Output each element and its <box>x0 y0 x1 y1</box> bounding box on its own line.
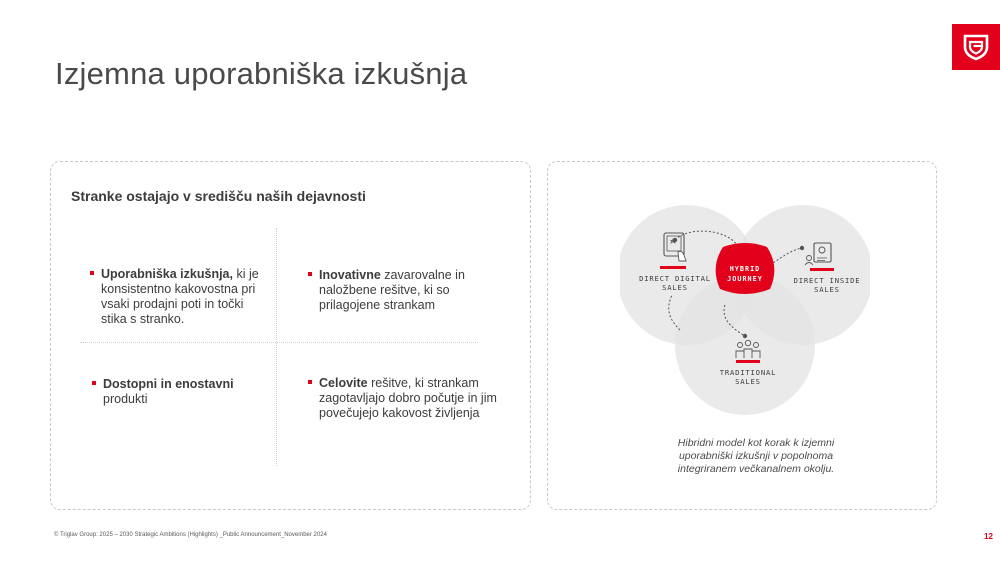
vertical-divider <box>276 228 277 466</box>
hub-label-2: JOURNEY <box>727 275 763 283</box>
node-inside-label-2: SALES <box>814 285 840 294</box>
hub-label-1: HYBRID <box>729 265 761 273</box>
bullet-icon <box>308 380 312 384</box>
node-traditional-label-2: SALES <box>735 377 761 386</box>
benefit-text: zavarovalne in naložbene rešitve, ki so prilagojene strankam <box>319 268 465 312</box>
diagram-caption: Hibridni model kot korak k izjemni uporabniški izkušnji v popolnoma integriranem večkanalnem okolju. <box>677 437 835 475</box>
page-title: Izjemna uporabniška izkušnja <box>55 56 468 91</box>
node-digital-label-2: SALES <box>662 283 688 292</box>
benefit-bold: Dostopni in enostavni <box>103 377 234 391</box>
benefit-item-accessible <box>103 377 263 407</box>
digital-underline <box>660 266 686 269</box>
benefit-text: produkti <box>103 392 148 406</box>
benefit-bold: Inovativne <box>319 268 381 282</box>
bullet-icon <box>92 381 96 385</box>
node-digital-label-1: DIRECT DIGITAL <box>639 274 711 283</box>
node-traditional-label-1: TRADITIONAL <box>719 368 777 377</box>
benefit-item-comprehensive <box>319 376 499 421</box>
connector-dot <box>800 246 804 250</box>
hybrid-journey-diagram <box>620 195 870 420</box>
horizontal-divider <box>80 342 478 343</box>
benefit-text: ki je konsistentno kakovostna pri vsaki prodajni poti in točki stika s stranko. <box>101 267 259 326</box>
node-inside-label-1: DIRECT INSIDE <box>793 276 861 285</box>
page-number: 12 <box>984 532 993 541</box>
connector-dot <box>743 334 747 338</box>
benefit-bold: Uporabniška izkušnja, <box>101 267 233 281</box>
benefit-item-innovative <box>319 268 489 313</box>
benefits-panel <box>50 161 531 510</box>
triglav-logo <box>952 24 1000 70</box>
bullet-icon <box>90 271 94 275</box>
circle-traditional <box>675 275 815 415</box>
triglav-shield-icon <box>962 33 990 61</box>
traditional-underline <box>736 360 760 363</box>
bullet-icon <box>308 272 312 276</box>
inside-underline <box>810 268 834 271</box>
panel-heading: Stranke ostajajo v središču naših dejavnosti <box>71 188 366 204</box>
footer-copyright: © Triglav Group: 2025 – 2030 Strategic Ambitions (Highlights) _Public Announcement_November 2024 <box>54 532 327 538</box>
benefit-bold: Celovite <box>319 376 368 390</box>
benefit-item-ux <box>101 267 269 327</box>
benefit-text: rešitve, ki strankam zagotavljajo dobro počutje in jim povečujejo kakovost življenja <box>319 376 497 420</box>
